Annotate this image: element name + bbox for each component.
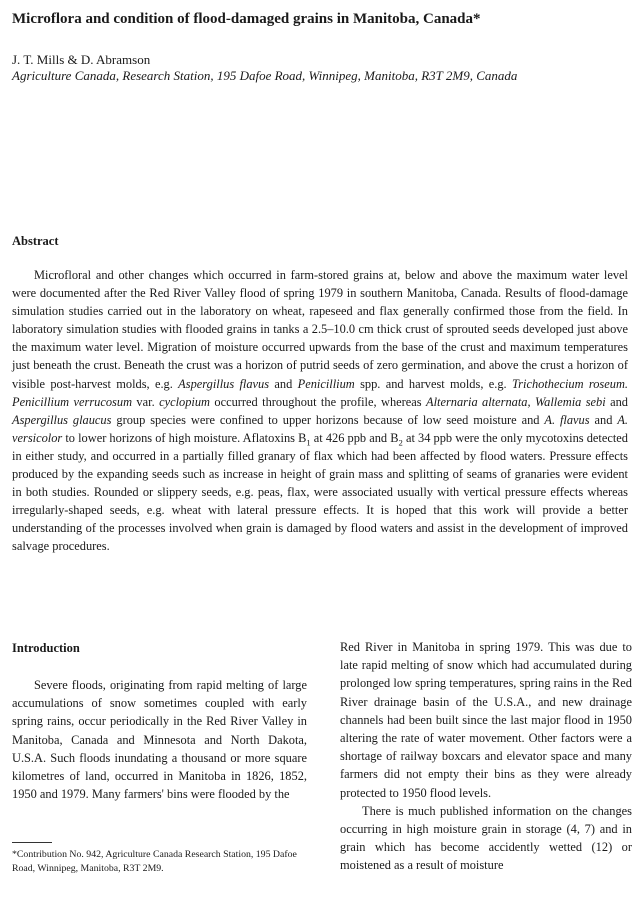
introduction-paragraph-2: There is much published information on the changes occurring in high moisture grain in storage (4, 7) and in grain which has become accidently wetted (12) or moistened as a result of moisture [340, 803, 632, 873]
introduction-heading: Introduction [12, 641, 80, 655]
authors: J. T. Mills & D. Abramson [12, 52, 151, 67]
footnote-rule [12, 842, 52, 843]
abstract-body: Microfloral and other changes which occurred in farm-stored grains at, below and above the maximum water level were documented after the Red River Valley flood of spring 1979 in southern Manitoba, Canada. Results of flood-damage simulation studies carried out in the laboratory on wheat, rapeseed and flax generally confirmed those from the field. In laboratory simulation studies with flooded grains in tanks a 2.5–10.0 cm thick crust of sprouted seeds developed just above the maximum water level. Migration of moisture occurred upwards from the base of the crust and maximum temperatures just beneath the crust. Beneath the crust was a horizon of putrid seeds of zero germination, and above the crust a horizon of visible post-harvest molds, e.g. Aspergillus flavus and Penicillium spp. and harvest molds, e.g. Trichothecium roseum. Penicillium verrucosum var. cyclopium occurred throughout the profile, whereas Alternaria alternata, Wallemia sebi and Aspergillus glaucus group species were confined to upper horizons because of low seed moisture and A. flavus and A. versicolor to lower horizons of high moisture. Aflatoxins $B_1$ at 426 ppb and $B_2$ at 34 ppb were the only mycotoxins detected in either study, and occurred in a partially filled granary of flax which had been affected by flood waters. Pressure effects produced by the expanding seeds such as increase in height of grain mass and splitting of seams of granaries were evident in both studies. Rounded or slippery seeds, e.g. peas, flax, were associated usually with vertical pressure effects whereas irregularly-shaped seeds, e.g. wheat with lateral pressure effects. It is hoped that this work will provide a better understanding of the processes involved when grain is damaged by flood waters and assist in the development of improved salvage procedures. [12, 268, 628, 554]
footnote: *Contribution No. 942, Agriculture Canada Research Station, 195 Dafoe Road, Winnipeg, Manitoba, R3T 2M9. [12, 849, 297, 874]
introduction-paragraph-1: Severe floods, originating from rapid melting of large accumulations of snow sometimes coupled with early spring rains, occur periodically in the Red River Valley in Manitoba, Canada and Minnesota and North Dakota, U.S.A. Such floods inundating a thousand or more square kilometres of land, occurred in Manitoba in 1826, 1852, 1950 and 1979. Many farmers' bins were flooded by the [12, 678, 307, 802]
affiliation: Agriculture Canada, Research Station, 195 Dafoe Road, Winnipeg, Manitoba, R3T 2M9, Canada [12, 68, 518, 83]
abstract-heading: Abstract [12, 234, 59, 248]
paper-title: Microflora and condition of flood-damaged grains in Manitoba, Canada* [12, 11, 481, 27]
introduction-column-2 [340, 638, 632, 875]
introduction-paragraph-1-continued: Red River in Manitoba in spring 1979. This was due to late rapid melting of snow which had accumulated during prolonged low spring temperatures, spring rains in the Red River drainage basin of the U.S.A., and new drainage channels had been built since the last major flood in 1950 altering the rate of water movement. Other factors were a shortage of railway boxcars and elevator space and many farmers did not empty their bins as they were already protected to 1950 flood levels. [340, 640, 632, 800]
